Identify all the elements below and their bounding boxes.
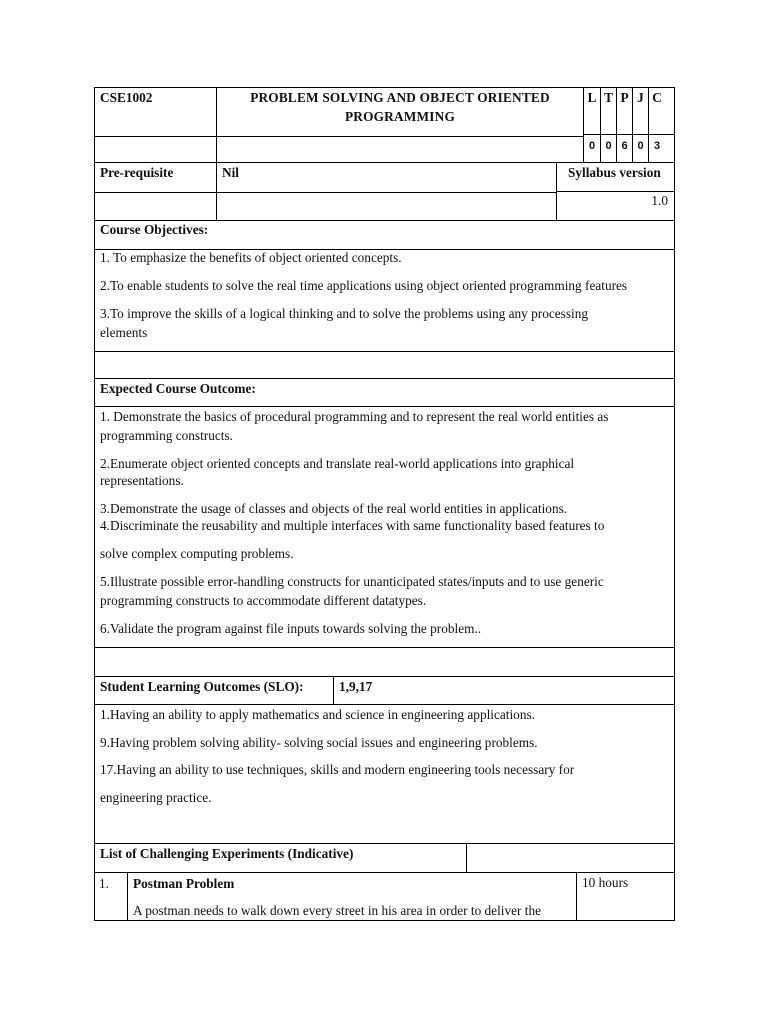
outcome-line: programming constructs to accommodate different datatypes. [100,593,427,608]
outcome-line: representations. [100,473,184,488]
rule [94,378,675,379]
outcome-line: 3.Demonstrate the usage of classes and objects of the real world entities in applications. [100,501,568,516]
rule [94,351,675,352]
ltpjc-label-l: L [587,90,597,105]
outcome-line: 5.Illustrate possible error-handling constructs for unanticipated states/inputs and to use generic [100,574,604,589]
course-title-line2: PROGRAMMING [344,109,456,124]
experiment-hours: 10 hours [582,875,629,890]
outcome-line: 4.Discriminate the reusability and multiple interfaces with same functionality based features to [100,518,605,533]
slo-line: 1.Having an ability to apply mathematics and science in engineering applications. [100,707,535,722]
rule [94,406,675,407]
prerequisite-value: Nil [222,165,239,180]
objective-item: 2.To enable students to solve the real time applications using object oriented programming features [100,278,628,293]
rule [576,872,577,920]
ltpjc-label-p: P [620,90,629,105]
experiment-title: Postman Problem [133,876,235,891]
rule [94,704,675,705]
outcome-line: 2.Enumerate object oriented concepts and translate real-world applications into graphical [100,456,575,471]
rule [583,134,675,135]
rule [94,162,675,163]
outcome-line: solve complex computing problems. [100,546,294,561]
rule [127,872,128,920]
rule [94,647,675,648]
rule [94,220,675,221]
experiment-number: 1. [99,876,109,891]
ltpjc-value-j: 0 [637,140,644,152]
syllabus-version-value: 1.0 [651,193,668,208]
rule [333,676,334,704]
ltpjc-value-l: 0 [588,140,596,152]
objective-item-continued: elements [100,325,148,340]
outcomes-heading: Expected Course Outcome: [100,381,256,396]
rule [94,87,675,88]
ltpjc-label-c: C [652,90,662,105]
objective-item: 1. To emphasize the benefits of object oriented concepts. [100,250,402,265]
slo-value: 1,9,17 [339,679,373,694]
slo-line: 9.Having problem solving ability- solving social issues and engineering problems. [100,735,538,750]
ltpjc-value-c: 3 [653,140,661,152]
course-title-line1: PROBLEM SOLVING AND OBJECT ORIENTED [250,90,550,105]
rule [94,920,675,921]
outcome-line: programming constructs. [100,428,233,443]
outcome-line: 1. Demonstrate the basics of procedural programming and to represent the real world entities as [100,409,609,424]
rule [94,676,675,677]
ltpjc-value-p: 6 [621,140,628,152]
prerequisite-label: Pre-requisite [100,165,174,180]
ltpjc-label-j: J [637,90,644,105]
rule [94,192,556,193]
rule [94,87,95,921]
experiment-description: A postman needs to walk down every street in his area in order to deliver the [133,903,542,918]
experiments-heading: List of Challenging Experiments (Indicative) [100,846,354,861]
rule [94,136,583,137]
rule [216,87,217,220]
rule [466,843,467,872]
slo-line: 17.Having an ability to use techniques, skills and modern engineering tools necessary for [100,762,575,777]
rule [94,872,675,873]
outcome-line: 6.Validate the program against file inputs towards solving the problem.. [100,621,482,636]
rule [648,87,649,162]
course-code: CSE1002 [100,90,153,105]
rule [556,162,557,220]
slo-line: engineering practice. [100,790,212,805]
ltpjc-label-t: T [604,90,613,105]
rule [674,87,675,921]
rule [556,191,675,192]
objective-item: 3.To improve the skills of a logical thinking and to solve the problems using any processing [100,306,589,321]
objectives-heading: Course Objectives: [100,222,209,237]
rule [94,843,675,844]
syllabus-version-label: Syllabus version [568,165,661,180]
slo-label: Student Learning Outcomes (SLO): [100,679,304,694]
ltpjc-value-t: 0 [605,140,612,152]
